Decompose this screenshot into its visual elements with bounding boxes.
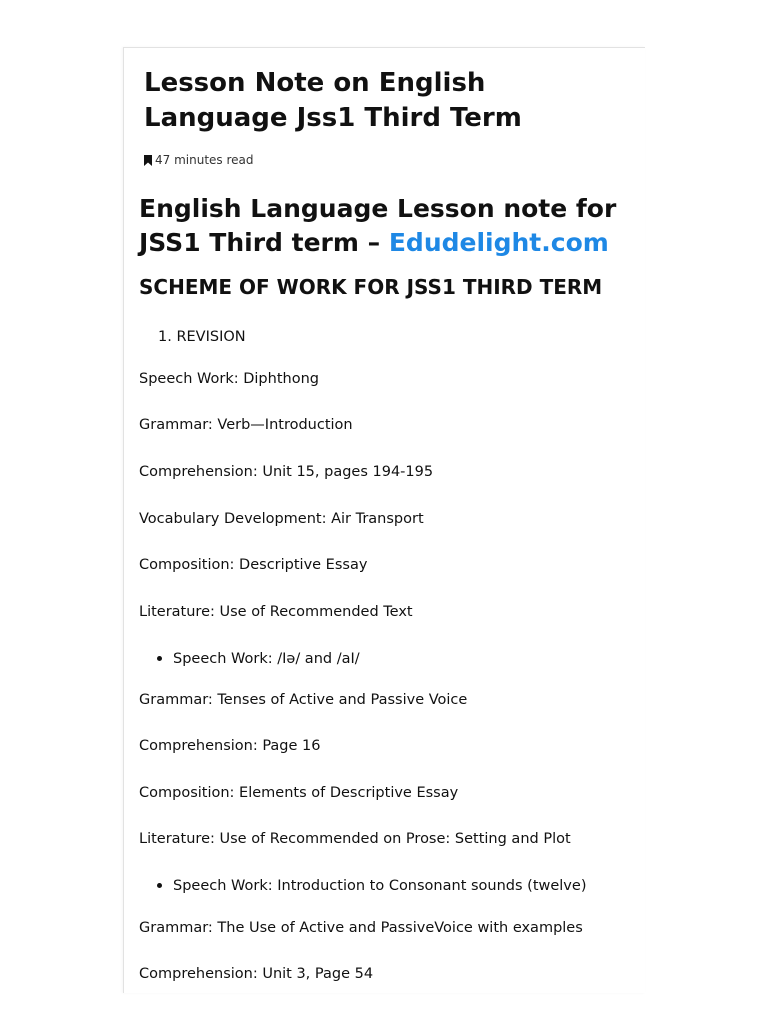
list-item: Speech Work: Diphthong	[139, 371, 319, 387]
ordered-list-item: 1. REVISION	[158, 329, 246, 345]
edudelight-link[interactable]: Edudelight.com	[388, 228, 609, 257]
bullet-marker	[157, 883, 162, 888]
list-item: Grammar: Verb—Introduction	[139, 417, 353, 433]
list-item: Literature: Use of Recommended Text	[139, 604, 413, 620]
article-heading-text: English Language Lesson note for JSS1 Third term –	[139, 194, 617, 257]
list-item: Composition: Elements of Descriptive Essay	[139, 785, 459, 801]
bullet-item: Speech Work: Introduction to Consonant sounds (twelve)	[173, 878, 587, 894]
list-item: Literature: Use of Recommended on Prose: Setting and Plot	[139, 831, 571, 847]
article-heading	[139, 192, 629, 260]
bullet-marker	[157, 656, 162, 661]
bookmark-icon	[144, 155, 152, 166]
list-item: Grammar: Tenses of Active and Passive Voice	[139, 692, 468, 708]
post-title: Lesson Note on English Language Jss1 Third Term	[144, 68, 522, 133]
list-item: Composition: Descriptive Essay	[139, 557, 368, 573]
list-item: Vocabulary Development: Air Transport	[139, 511, 424, 527]
bullet-item: Speech Work: /Iə/ and /aI/	[173, 651, 360, 667]
read-time-meta	[144, 153, 254, 167]
article-card	[123, 47, 645, 993]
list-item: Comprehension: Unit 15, pages 194-195	[139, 464, 434, 480]
list-item: Comprehension: Page 16	[139, 738, 321, 754]
read-time: 47 minutes read	[155, 153, 254, 167]
list-item: Grammar: The Use of Active and PassiveVoice with examples	[139, 920, 583, 936]
list-item: Comprehension: Unit 3, Page 54	[139, 966, 374, 982]
scheme-heading: SCHEME OF WORK FOR JSS1 THIRD TERM	[139, 275, 603, 299]
